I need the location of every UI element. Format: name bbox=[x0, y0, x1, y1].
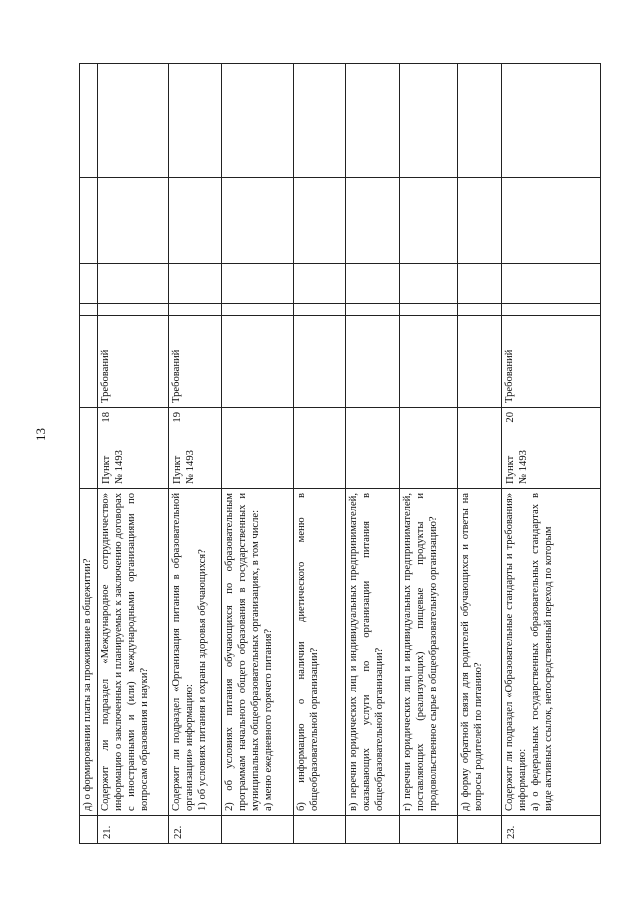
table-row bbox=[457, 64, 501, 844]
empty-cell bbox=[457, 304, 501, 316]
empty-cell bbox=[399, 264, 457, 304]
question-cell bbox=[80, 489, 98, 816]
empty-cell bbox=[97, 178, 168, 264]
empty-cell bbox=[293, 304, 345, 316]
item-number bbox=[80, 816, 98, 844]
document-reference bbox=[168, 408, 221, 489]
question-cell bbox=[221, 489, 293, 816]
requirements-cell bbox=[457, 316, 501, 408]
item-number: 21. bbox=[97, 816, 168, 844]
question-text: Содержит ли подраздел «Международное сотрудничество» информацию о заключенных и планируемых к заключению договорах с иностранными и (или) международными организациями по вопросам образования и науки? bbox=[99, 493, 150, 811]
document-reference bbox=[293, 408, 345, 489]
empty-cell bbox=[501, 304, 600, 316]
table-row bbox=[293, 64, 345, 844]
empty-cell bbox=[221, 264, 293, 304]
empty-cell bbox=[457, 264, 501, 304]
question-text: б) информацию о наличии диетического меню в общеобразовательной организации? bbox=[295, 493, 320, 811]
empty-cell bbox=[399, 304, 457, 316]
document-reference bbox=[345, 408, 399, 489]
empty-cell bbox=[168, 264, 221, 304]
empty-cell bbox=[501, 178, 600, 264]
table-row bbox=[501, 64, 600, 844]
empty-cell bbox=[80, 264, 98, 304]
empty-cell bbox=[80, 64, 98, 178]
checklist-table-rotated bbox=[79, 64, 599, 844]
empty-cell bbox=[97, 304, 168, 316]
order-number: № 1493 bbox=[113, 450, 125, 484]
question-text: 1) об условиях питания и охраны здоровья обучающихся? bbox=[196, 549, 208, 811]
order-number: № 1493 bbox=[184, 450, 196, 484]
empty-cell bbox=[501, 264, 600, 304]
question-cell bbox=[168, 489, 221, 816]
punkt-number: 20 bbox=[504, 412, 516, 423]
empty-cell bbox=[97, 264, 168, 304]
question-cell bbox=[399, 489, 457, 816]
question-text: Содержит ли подраздел «Образовательные стандарты и требования» информацию: bbox=[503, 493, 528, 811]
item-number bbox=[345, 816, 399, 844]
order-number: № 1493 bbox=[517, 450, 529, 484]
punkt-label: Пункт bbox=[171, 455, 183, 484]
requirements-cell bbox=[293, 316, 345, 408]
question-cell bbox=[293, 489, 345, 816]
question-text: а) меню ежедневного горячего питания? bbox=[262, 628, 274, 811]
empty-cell bbox=[168, 178, 221, 264]
empty-cell bbox=[345, 64, 399, 178]
empty-cell bbox=[80, 304, 98, 316]
question-text: д) о формировании платы за проживание в общежитии? bbox=[82, 558, 93, 811]
empty-cell bbox=[221, 304, 293, 316]
item-number: 23. bbox=[501, 816, 600, 844]
empty-cell bbox=[457, 178, 501, 264]
table-row bbox=[168, 64, 221, 844]
requirements-cell bbox=[221, 316, 293, 408]
question-cell bbox=[97, 489, 168, 816]
punkt-label: Пункт bbox=[100, 455, 112, 484]
question-cell bbox=[501, 489, 600, 816]
question-text: г) перечни юридических лиц и индивидуальных предпринимателей, поставляющих (реализующих) пищевые продукты и продовольственное сырье в общеобразовательную организацию? bbox=[401, 493, 439, 811]
checklist-table bbox=[79, 63, 601, 844]
question-cell bbox=[345, 489, 399, 816]
document-reference bbox=[399, 408, 457, 489]
requirements-cell: Требований bbox=[168, 316, 221, 408]
document-reference bbox=[501, 408, 600, 489]
requirements-cell: Требований bbox=[97, 316, 168, 408]
document-reference bbox=[97, 408, 168, 489]
empty-cell bbox=[168, 64, 221, 178]
requirements-cell bbox=[345, 316, 399, 408]
empty-cell bbox=[399, 64, 457, 178]
requirements-cell: Требований bbox=[501, 316, 600, 408]
empty-cell bbox=[221, 64, 293, 178]
item-number bbox=[221, 816, 293, 844]
table-body bbox=[80, 64, 601, 844]
document-reference bbox=[80, 408, 98, 489]
requirements-cell bbox=[80, 316, 98, 408]
item-number: 22. bbox=[168, 816, 221, 844]
requirements-cell bbox=[399, 316, 457, 408]
empty-cell bbox=[221, 178, 293, 264]
document-reference bbox=[221, 408, 293, 489]
empty-cell bbox=[345, 264, 399, 304]
punkt-number: 18 bbox=[100, 412, 112, 423]
punkt-label: Пункт bbox=[504, 455, 516, 484]
item-number bbox=[399, 816, 457, 844]
empty-cell bbox=[293, 264, 345, 304]
item-number bbox=[457, 816, 501, 844]
empty-cell bbox=[345, 304, 399, 316]
table-row bbox=[80, 64, 98, 844]
question-text: в) перечни юридических лиц и индивидуальных предпринимателей, оказывающих услуги по организации питания в общеобразовательной организации? bbox=[347, 493, 385, 811]
empty-cell bbox=[80, 178, 98, 264]
page-number: 13 bbox=[33, 428, 48, 441]
question-text: д) форму обратной связи для родителей обучающихся и ответы на вопросы родителей по питанию? bbox=[459, 493, 484, 811]
table-row bbox=[399, 64, 457, 844]
item-number bbox=[293, 816, 345, 844]
empty-cell bbox=[168, 304, 221, 316]
empty-cell bbox=[457, 64, 501, 178]
question-text: а) о федеральных государственных образовательных стандартах в виде активных ссылок, непосредственный переход по которым bbox=[529, 493, 554, 811]
empty-cell bbox=[501, 64, 600, 178]
table-row bbox=[221, 64, 293, 844]
empty-cell bbox=[345, 178, 399, 264]
empty-cell bbox=[97, 64, 168, 178]
empty-cell bbox=[293, 64, 345, 178]
document-reference bbox=[457, 408, 501, 489]
question-cell bbox=[457, 489, 501, 816]
empty-cell bbox=[399, 178, 457, 264]
empty-cell bbox=[293, 178, 345, 264]
table-row bbox=[97, 64, 168, 844]
question-text: Содержит ли подраздел «Организация питания в образовательной организации» информацию: bbox=[170, 493, 195, 811]
punkt-number: 19 bbox=[171, 412, 183, 423]
question-text: 2) об условиях питания обучающихся по образовательным программам начального общего образования в государственных и муниципальных общеобразовательных организациях, в том числе: bbox=[223, 493, 261, 811]
table-row bbox=[345, 64, 399, 844]
